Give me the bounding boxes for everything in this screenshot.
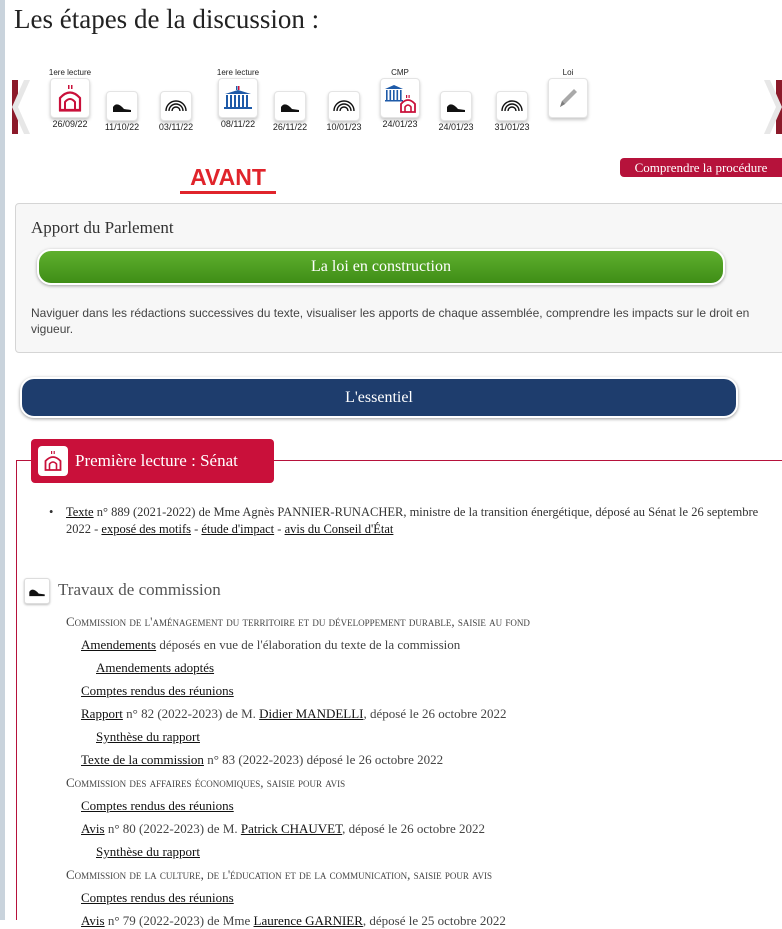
avis-conseil-etat-link[interactable]: avis du Conseil d'État: [284, 522, 394, 536]
hemicycle-icon: [328, 91, 360, 121]
comptes-rendus-link[interactable]: Comptes rendus des réunions: [81, 798, 234, 813]
rapport-link[interactable]: Rapport: [81, 706, 123, 721]
texte-description: n° 889 (2021-2022) de Mme Agnès PANNIER-RUNACHER, ministre de la transition énergétique, déposé au Sénat le 26 septembre 2022 -: [66, 505, 759, 536]
page-title: Les étapes de la discussion :: [14, 4, 320, 34]
timeline-step-seance-2[interactable]: 10/01/23: [318, 80, 370, 132]
synthese-rapport-row: [96, 844, 200, 860]
gavel-icon: [274, 91, 306, 121]
section-title: Première lecture : Sénat: [75, 451, 238, 470]
section-header-senat: [31, 439, 274, 483]
texte-link[interactable]: Texte: [66, 505, 94, 519]
amendements-row: Amendements déposés en vue de l'élaboration du texte de la commission: [81, 637, 461, 652]
commission-heading: Commission des affaires économiques, saisie pour avis: [66, 775, 346, 790]
bullet-icon: •: [49, 505, 54, 519]
avis-row: Avis n° 79 (2022-2023) de Mme Laurence GARNIER, déposé le 25 octobre 2022: [81, 913, 506, 928]
senat-icon: [50, 78, 90, 118]
section-divider-vertical: [16, 460, 17, 920]
left-border: [0, 0, 5, 920]
commission-heading: Commission de l'aménagement du territoire et du développement durable, saisie au fond: [66, 614, 530, 629]
timeline-prev-arrow[interactable]: [12, 80, 30, 134]
gavel-icon: [106, 91, 138, 121]
essentiel-button[interactable]: L'essentiel: [20, 377, 738, 418]
gavel-icon: [24, 578, 50, 604]
timeline-step-commission-2[interactable]: 26/11/22: [264, 80, 316, 132]
timeline-step-seance-3[interactable]: 31/01/23: [486, 80, 538, 132]
synthese-rapport-link[interactable]: Synthèse du rapport: [96, 729, 200, 744]
rapporteur-link[interactable]: Laurence GARNIER: [253, 913, 363, 928]
loi-construction-button[interactable]: La loi en construction: [37, 249, 725, 285]
texte-list-item: [49, 504, 772, 538]
amendements-link[interactable]: Amendements: [81, 637, 157, 652]
comptes-rendus-link[interactable]: Comptes rendus des réunions: [81, 683, 234, 698]
avant-label: AVANT: [180, 164, 276, 194]
avis-link[interactable]: Avis: [81, 821, 105, 836]
comptes-rendus-link[interactable]: Comptes rendus des réunions: [81, 890, 234, 905]
timeline-step-commission-3[interactable]: 24/01/23: [430, 80, 482, 132]
pen-icon: [548, 78, 588, 118]
timeline-step-seance-1[interactable]: 03/11/22: [150, 80, 202, 132]
separator: -: [191, 522, 202, 536]
apport-panel: [15, 203, 782, 353]
amendements-adoptes-link[interactable]: Amendements adoptés: [96, 660, 215, 675]
timeline-step-cmp[interactable]: CMP 24/01/23: [374, 67, 426, 129]
cmp-icon: [380, 78, 420, 118]
avis-row: Avis n° 80 (2022-2023) de M. Patrick CHAUVET, déposé le 26 octobre 2022: [81, 821, 486, 836]
texte-commission-row: Texte de la commission n° 83 (2022-2023) déposé le 26 octobre 2022: [81, 752, 444, 767]
texte-commission-link[interactable]: Texte de la commission: [81, 752, 204, 767]
comptes-rendus-row: [81, 798, 234, 814]
synthese-rapport-link[interactable]: Synthèse du rapport: [96, 844, 200, 859]
timeline-step-assemblee-1[interactable]: 1ere lecture 08/11/22: [216, 68, 260, 129]
comptes-rendus-row: [81, 683, 234, 699]
rapporteur-link[interactable]: Patrick CHAUVET: [240, 821, 343, 836]
etude-impact-link[interactable]: étude d'impact: [201, 522, 275, 536]
senat-icon: [38, 446, 68, 476]
synthese-rapport-row: [96, 729, 200, 745]
assemblee-icon: [218, 78, 258, 118]
timeline-next-arrow[interactable]: [764, 80, 782, 134]
apport-title: Apport du Parlement: [31, 218, 174, 237]
avis-link[interactable]: Avis: [81, 913, 105, 928]
rapporteur-link[interactable]: Didier MANDELLI: [259, 706, 364, 721]
comptes-rendus-row: [81, 890, 234, 906]
comprendre-procedure-button[interactable]: Comprendre la procédure: [620, 158, 782, 177]
separator: -: [274, 522, 285, 536]
hemicycle-icon: [160, 91, 192, 121]
timeline-step-senat-1[interactable]: 1ere lecture 26/09/22: [48, 68, 92, 129]
travaux-title: Travaux de commission: [58, 580, 221, 599]
hemicycle-icon: [496, 91, 528, 121]
rapport-row: Rapport n° 82 (2022-2023) de M. Didier MANDELLI, déposé le 26 octobre 2022: [81, 706, 507, 721]
timeline-step-loi[interactable]: Loi: [542, 67, 594, 119]
timeline-step-commission-1[interactable]: 11/10/22: [96, 80, 148, 132]
amendements-adoptes-row: [96, 660, 214, 676]
gavel-icon: [440, 91, 472, 121]
expose-motifs-link[interactable]: exposé des motifs: [101, 522, 191, 536]
commission-heading: Commission de la culture, de l'éducation et de la communication, saisie pour avis: [66, 867, 493, 882]
apport-description: Naviguer dans les rédactions successives du texte, visualiser les apports de chaque assemblée, comprendre les impacts sur le droit en vigueur.: [31, 306, 750, 336]
